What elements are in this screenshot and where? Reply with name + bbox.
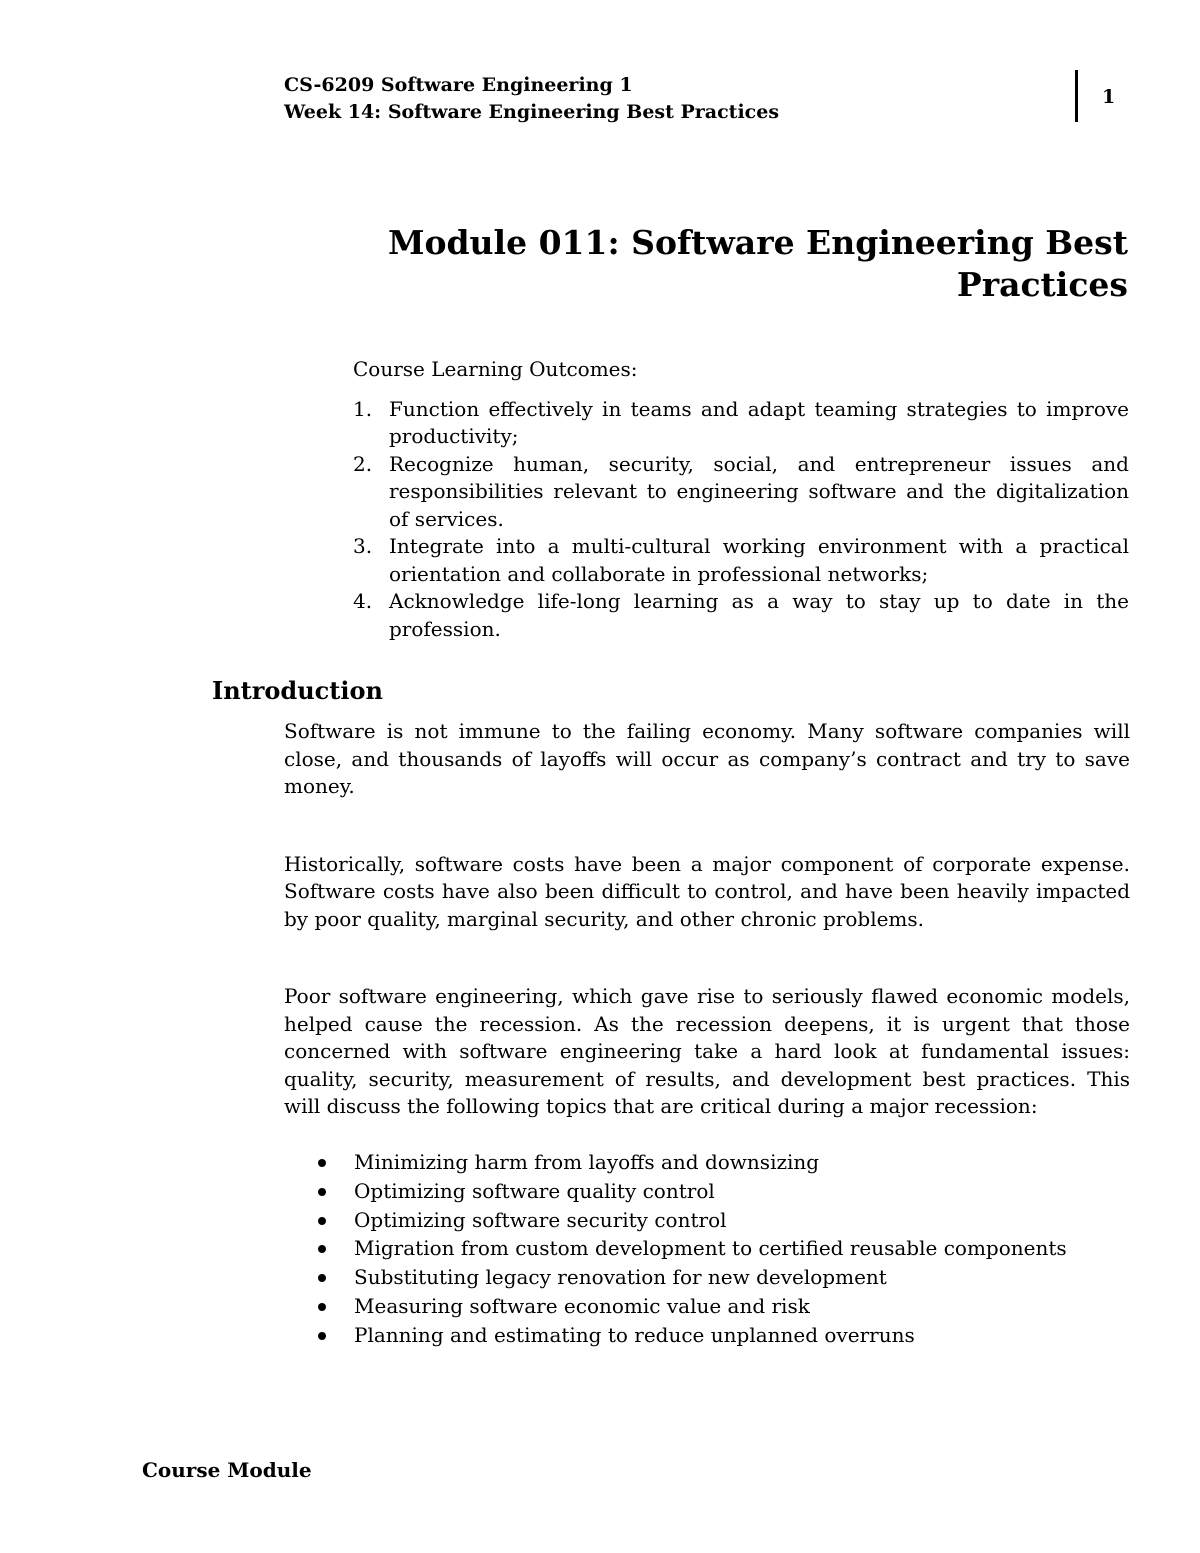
outcomes-list <box>353 396 1129 644</box>
outcome-number: 2. <box>353 451 373 476</box>
topic-item <box>284 1177 1130 1206</box>
outcome-item <box>353 451 1129 534</box>
topic-item <box>284 1263 1130 1292</box>
bullet-icon <box>318 1159 326 1167</box>
bullet-icon <box>318 1332 326 1340</box>
topic-text: Optimizing software security control <box>354 1207 727 1232</box>
topic-item <box>284 1206 1130 1235</box>
outcome-text: Function effectively in teams and adapt teaming strategies to improve productivity; <box>389 396 1129 448</box>
outcome-number: 1. <box>353 396 373 421</box>
course-line: CS-6209 Software Engineering 1 <box>284 74 633 96</box>
outcome-number: 4. <box>353 589 373 613</box>
outcome-number: 3. <box>353 534 373 558</box>
topic-item <box>284 1148 1130 1177</box>
topic-item <box>284 1321 1130 1350</box>
topic-text: Substituting legacy renovation for new development <box>354 1265 887 1290</box>
footer-label: Course Module <box>142 1458 312 1482</box>
topic-text: Optimizing software quality control <box>354 1178 715 1203</box>
outcome-item <box>353 588 1129 643</box>
bullet-icon <box>318 1217 326 1225</box>
outcome-text: Recognize human, security, social, and entrepreneur issues and responsibilities relevant to engineering software and the digitalization of services. <box>389 451 1129 531</box>
topic-text: Planning and estimating to reduce unplanned overruns <box>354 1322 915 1347</box>
bullet-icon <box>318 1274 326 1282</box>
intro-paragraph-2: Historically, software costs have been a major component of corporate expense. Software costs have also been difficult to control, and have been heavily impacted by poor quality, marginal security, and other chronic problems. <box>284 851 1130 931</box>
module-title-line-1: Module 011: Software Engineering Best <box>387 223 1128 262</box>
header-divider <box>1075 70 1078 122</box>
topic-item <box>284 1234 1130 1263</box>
week-line: Week 14: Software Engineering Best Practices <box>284 101 780 123</box>
topic-text: Measuring software economic value and risk <box>354 1293 810 1318</box>
outcome-item <box>353 396 1129 451</box>
module-title <box>368 222 1128 306</box>
outcome-text: Acknowledge life-long learning as a way to stay up to date in the profession. <box>389 589 1129 641</box>
bullet-icon <box>318 1303 326 1311</box>
learning-outcomes <box>353 356 1129 643</box>
topic-text: Migration from custom development to certified reusable components <box>354 1236 1067 1261</box>
topic-item <box>284 1292 1130 1321</box>
outcomes-heading: Course Learning Outcomes: <box>353 357 638 381</box>
outcome-text: Integrate into a multi-cultural working environment with a practical orientation and collaborate in professional networks; <box>389 534 1129 586</box>
module-title-line-2: Practices <box>956 265 1128 304</box>
intro-paragraph-3: Poor software engineering, which gave rise to seriously flawed economic models, helped cause the recession. As the recession deepens, it is urgent that those concerned with software engineering take a hard look at fundamental issues: quality, security, measurement of results, and development best practices. This will discuss the following topics that are critical during a major recession: <box>284 984 1130 1118</box>
intro-paragraph-1: Software is not immune to the failing economy. Many software companies will close, and thousands of layoffs will occur as company’s contract and try to save money. <box>284 719 1130 798</box>
running-header <box>284 72 779 126</box>
bullet-icon <box>318 1245 326 1253</box>
introduction-heading: Introduction <box>212 676 383 705</box>
topic-text: Minimizing harm from layoffs and downsizing <box>354 1150 820 1174</box>
topics-list <box>284 1148 1130 1350</box>
outcome-item <box>353 533 1129 588</box>
bullet-icon <box>318 1188 326 1196</box>
introduction-body <box>284 718 1130 1121</box>
page-number: 1 <box>1102 86 1116 108</box>
